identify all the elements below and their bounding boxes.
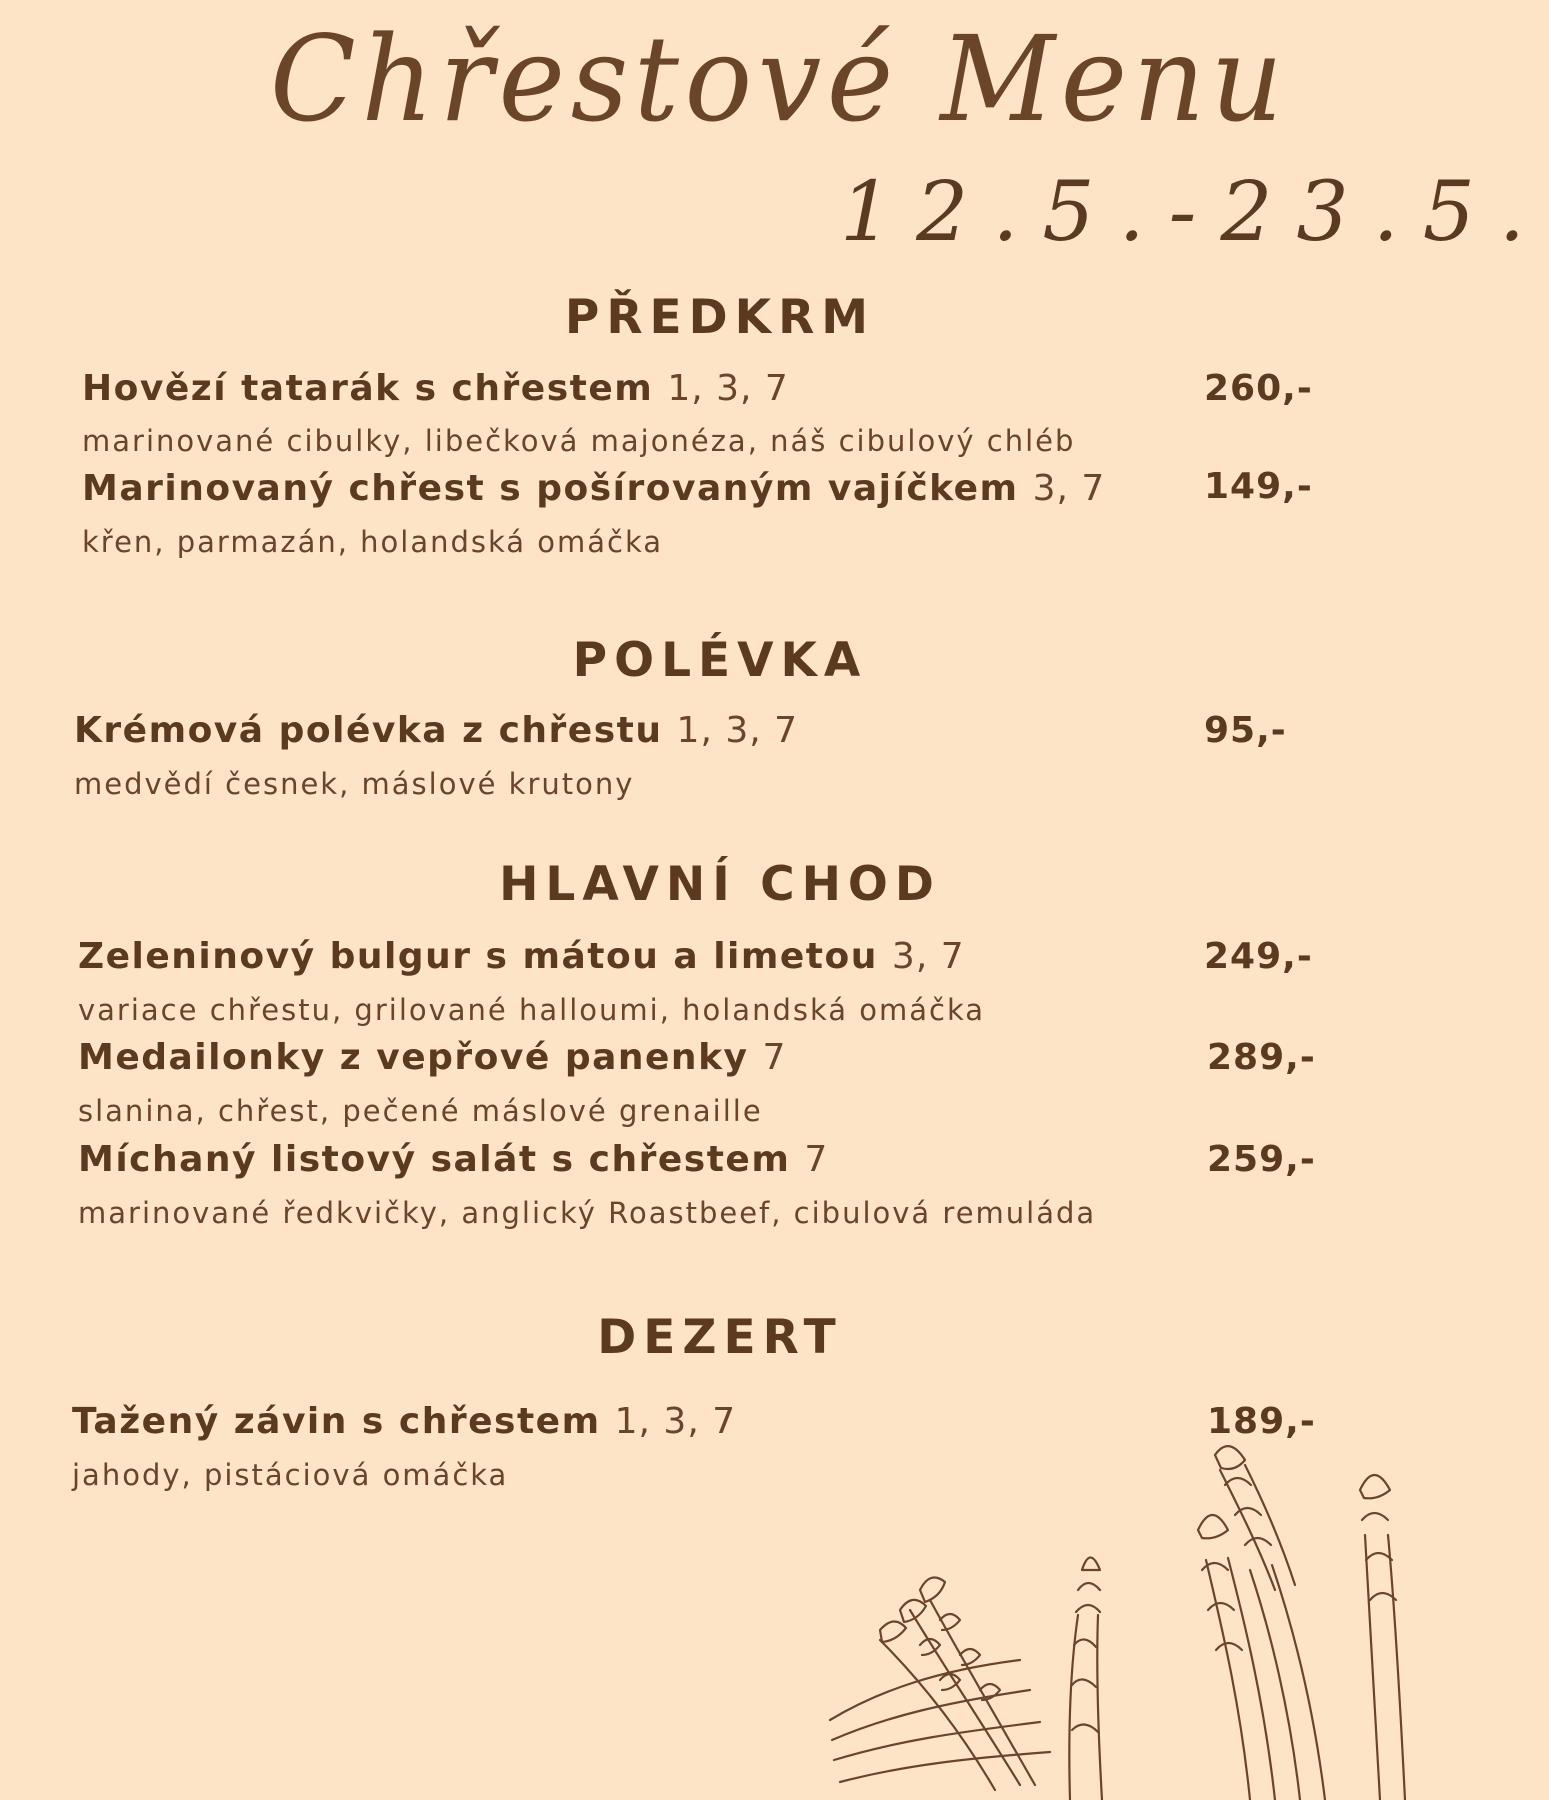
allergens: 1, 3, 7 bbox=[667, 368, 789, 409]
menu-item-price: 249,- bbox=[1204, 936, 1313, 977]
menu-item-price: 189,- bbox=[1207, 1401, 1316, 1442]
menu-item-name: Krémová polévka z chřestu 1, 3, 7 bbox=[74, 710, 799, 751]
allergens: 1, 3, 7 bbox=[614, 1401, 737, 1442]
menu-item-name: Tažený závin s chřestem 1, 3, 7 bbox=[72, 1401, 737, 1442]
allergens: 7 bbox=[762, 1037, 787, 1078]
asparagus-spears-icon bbox=[1198, 1446, 1405, 1800]
allergens: 3, 7 bbox=[1032, 468, 1106, 509]
menu-item-name: Medailonky z vepřové panenky 7 bbox=[78, 1037, 787, 1078]
asparagus-illustration-icon bbox=[820, 1440, 1440, 1800]
menu-item-name: Zeleninový bulgur s mátou a limetou 3, 7 bbox=[78, 936, 965, 977]
section-heading-predkrm: PŘEDKRM bbox=[564, 290, 876, 345]
section-heading-dezert: DEZERT bbox=[597, 1310, 843, 1365]
menu-item-description: variace chřestu, grilované halloumi, holandská omáčka bbox=[78, 993, 986, 1027]
menu-dates: 12.5.-23.5. bbox=[840, 165, 1549, 260]
section-heading-polevka: POLÉVKA bbox=[572, 633, 868, 688]
section-heading-hlavni-chod: HLAVNÍ CHOD bbox=[499, 857, 941, 912]
menu-item-price: 95,- bbox=[1204, 710, 1287, 751]
allergens: 1, 3, 7 bbox=[676, 710, 799, 751]
menu-item-description: slanina, chřest, pečené máslové grenaille bbox=[78, 1094, 763, 1128]
menu-item-price: 260,- bbox=[1204, 368, 1313, 409]
menu-item-description: marinované cibulky, libečková majonéza, náš cibulový chléb bbox=[82, 424, 1076, 458]
menu-title: Chřestové Menu bbox=[270, 10, 1289, 148]
menu-item-description: medvědí česnek, máslové krutony bbox=[74, 767, 635, 801]
menu-item-price: 149,- bbox=[1204, 466, 1313, 507]
menu-item-name: Marinovaný chřest s pošírovaným vajíčkem 3, 7 bbox=[82, 468, 1106, 509]
allergens: 3, 7 bbox=[891, 936, 965, 977]
asparagus-bundle-icon bbox=[830, 1578, 1050, 1791]
menu-item-name: Míchaný listový salát s chřestem 7 bbox=[78, 1139, 829, 1180]
asparagus-spear-icon bbox=[1069, 1558, 1102, 1800]
allergens: 7 bbox=[804, 1139, 829, 1180]
menu-item-price: 259,- bbox=[1207, 1139, 1316, 1180]
menu-item-description: jahody, pistáciová omáčka bbox=[72, 1458, 509, 1492]
menu-item-description: křen, parmazán, holandská omáčka bbox=[82, 525, 664, 559]
menu-item-price: 289,- bbox=[1207, 1037, 1316, 1078]
menu-item-description: marinované ředkvičky, anglický Roastbeef, cibulová remuláda bbox=[78, 1196, 1097, 1230]
menu-item-name: Hovězí tatarák s chřestem 1, 3, 7 bbox=[82, 368, 789, 409]
